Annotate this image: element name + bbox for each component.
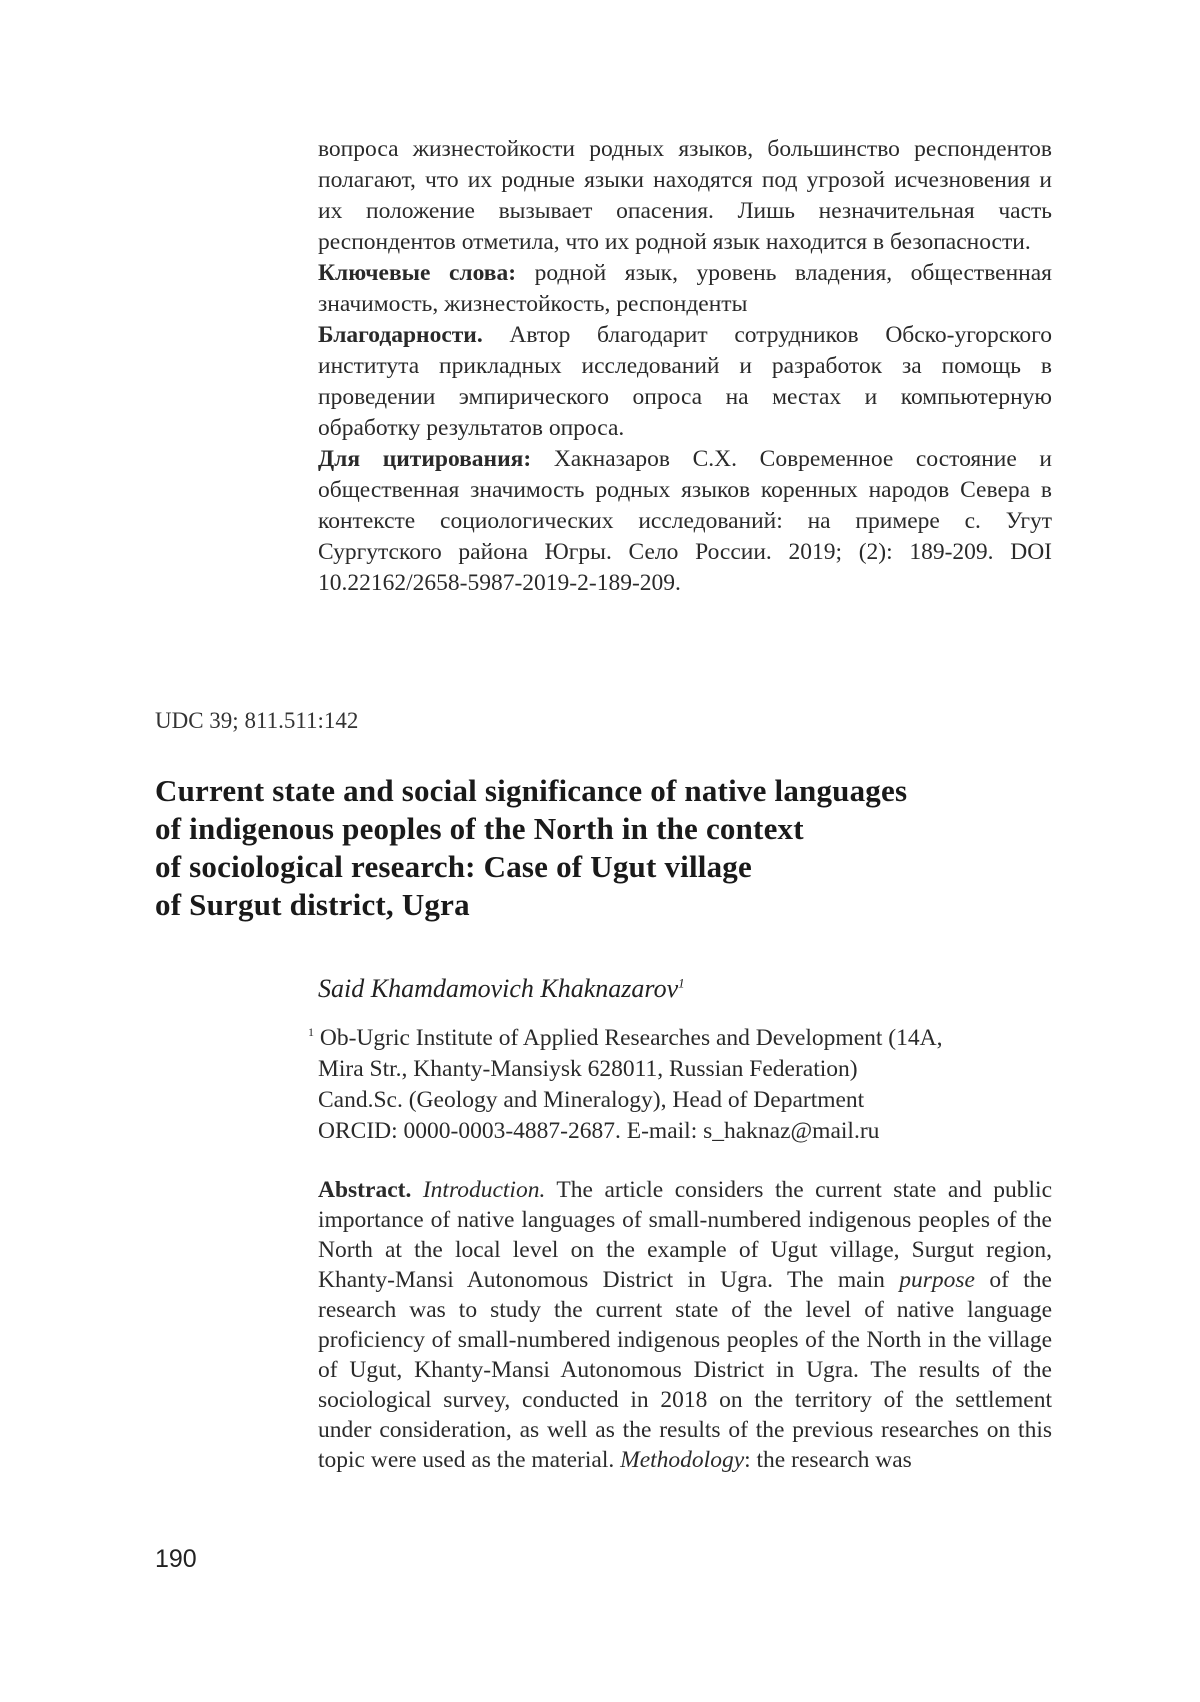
page-number: 190 [155,1545,197,1573]
keywords-ru-text: родной язык, уровень владения, общественная значимость, жизнестойкость, респонденты [318,260,1052,317]
title-line: of indigenous peoples of the North in the context [155,811,804,846]
russian-abstract-continuation [318,134,1052,599]
affiliation-line2: Mira Str., Khanty-Mansiysk 628011, Russian Federation) [318,1055,858,1082]
purpose-word: purpose [899,1267,975,1293]
affiliation-line4: ORCID: 0000-0003-4887-2687. E-mail: s_haknaz@mail.ru [318,1117,880,1144]
affiliation-line [308,1017,1068,1054]
citation-ru [318,444,1052,599]
affiliation-mark: 1 [308,1025,314,1039]
author-name [318,974,685,1004]
abstract-text-2: of the research was to study the current state of the level of native language proficiency of small-numbered indigenous peoples of the North in the village of Ugut, Khanty-Mansi Autonomous District in Ugra. The results of the sociological survey, conducted in 2018 on the territory of the settlement under consideration, as well as the results of the previous researches on this topic were used as the material. [318,1267,1052,1473]
abstract-paragraph [318,1175,1052,1475]
keywords-ru-label: Ключевые слова: [318,260,517,286]
abstract-ru-tail: вопроса жизнестойкости родных языков, большинство респондентов полагают, что их родные языки находятся под угрозой исчезновения и их положение вызывает опасения. Лишь незначительная часть респондентов отметила, что их родной язык находится в безопасности. [318,136,1052,255]
acknowledgments-ru-text: Автор благодарит сотрудников Обско-угорского института прикладных исследований и разработок за помощь в проведении эмпирического опроса на местах и компьютерную обработку результатов опроса. [318,322,1052,441]
introduction-label: Introduction. [422,1177,546,1203]
abstract-label: Abstract. [318,1177,412,1203]
abstract-text-1: The article considers the current state and public importance of native languages of small-numbered indigenous peoples of the North at the local level on the example of Ugut village, Surgut region, Khanty-Mansi Autonomous District in Ugra. The main [318,1177,1052,1293]
title-line: Current state and social significance of native languages [155,773,908,808]
affiliation-line1: Ob-Ugric Institute of Applied Researches and Development (14A, [319,1024,943,1051]
udc-code: UDC 39; 811.511:142 [155,708,359,733]
citation-ru-text: Хакназаров С.Х. Современное состояние и общественная значимость родных языков коренных народов Севера в контексте социологических исследований: на примере с. Угут Сургутского района Югры. Село России. 2019; (2): 189-209. DOI 10.22162/2658-5987-2019-2-189-209. [318,446,1053,596]
abstract-text-3: : the research was [744,1447,912,1473]
article-title [155,772,1055,924]
affiliation-line3: Cand.Sc. (Geology and Mineralogy), Head of Department [318,1086,865,1113]
english-abstract [318,1175,1052,1475]
author-name-text: Said Khamdamovich Khaknazarov [318,974,679,1003]
acknowledgments-ru-label: Благодарности. [318,322,483,348]
keywords-ru [318,258,1052,320]
acknowledgments-ru [318,320,1052,444]
methodology-word: Methodology [620,1447,745,1473]
author-affil-mark: 1 [678,975,685,991]
author-affiliation [308,1017,1068,1147]
title-line: of sociological research: Case of Ugut village [155,849,752,884]
title-line: of Surgut district, Ugra [155,887,470,922]
citation-ru-label: Для цитирования: [318,446,532,472]
